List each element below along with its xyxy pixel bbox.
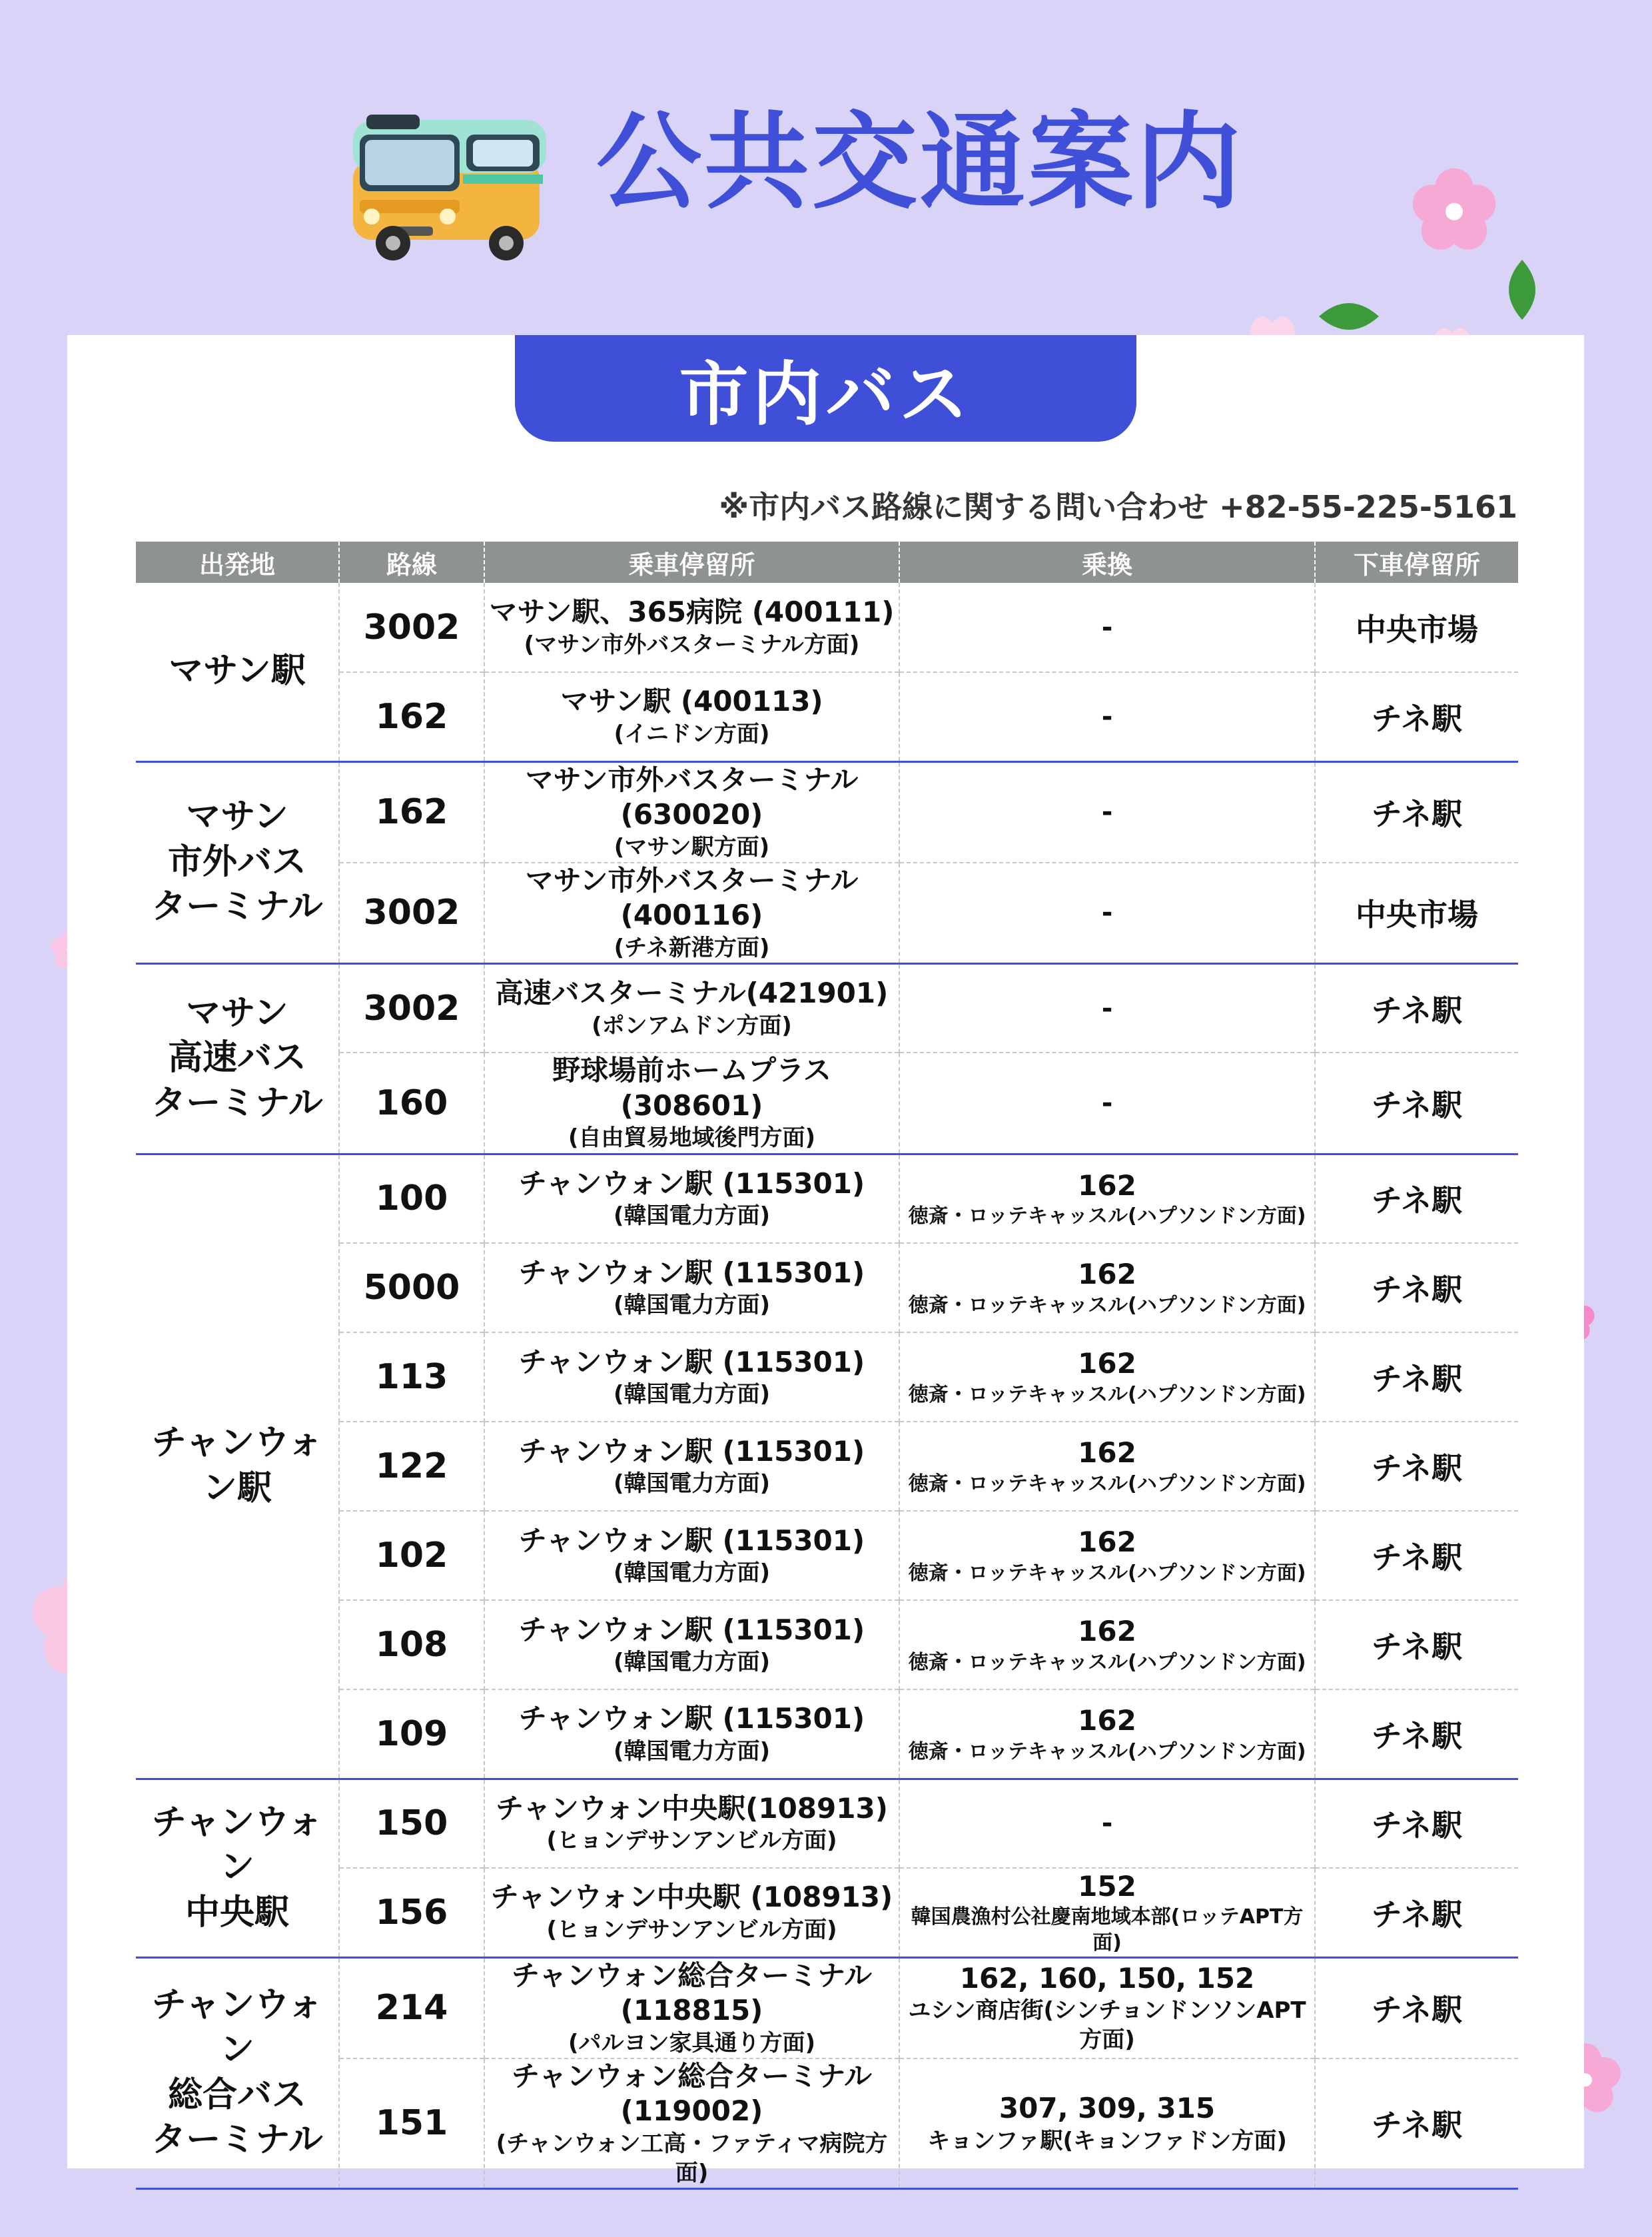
boarding-stop-cell [484, 1243, 899, 1332]
col-header-transfer: 乗換 [899, 542, 1315, 583]
route-number: 122 [339, 1422, 484, 1511]
transfer-none: - [1101, 993, 1113, 1024]
boarding-stop-cell [484, 963, 899, 1053]
transfer-cell [899, 1868, 1315, 1957]
boarding-stop-direction: (マサン市外バスターミナル方面) [524, 631, 860, 658]
transfer-stop: 徳斎・ロッテキャッスル(ハプソンドン方面) [908, 1472, 1306, 1496]
route-number: 113 [339, 1332, 484, 1422]
transfer-cell [899, 1689, 1315, 1779]
alighting-stop: チネ駅 [1315, 1332, 1518, 1422]
origin-cell: チャンウォン駅 [136, 1154, 339, 1779]
table-row [136, 1243, 1518, 1332]
routes-table [136, 542, 1518, 2190]
route-number: 3002 [339, 583, 484, 672]
boarding-stop-name: チャンウォン総合ターミナル (119002) [512, 2059, 872, 2128]
route-number: 100 [339, 1154, 484, 1243]
boarding-stop-cell [484, 1053, 899, 1154]
transfer-none: - [1101, 897, 1113, 929]
transfer-routes: 162 [1078, 1168, 1136, 1202]
alighting-stop: チネ駅 [1315, 1422, 1518, 1511]
boarding-stop-name: 高速バスターミナル(421901) [495, 977, 889, 1010]
bus-icon [346, 100, 573, 266]
boarding-stop-cell [484, 583, 899, 672]
boarding-stop-direction: (ポンアムドン方面) [592, 1012, 792, 1039]
col-header-boarding-stop: 乗車停留所 [484, 542, 899, 583]
alighting-stop: 中央市場 [1356, 611, 1478, 648]
boarding-stop-name: チャンウォン駅 (115301) [518, 1613, 865, 1646]
boarding-stop-direction: (韓国電力方面) [613, 1649, 771, 1676]
transfer-routes: 162 [1078, 1347, 1136, 1380]
boarding-stop-direction: (イニドン方面) [614, 720, 770, 747]
boarding-stop-cell [484, 1600, 899, 1689]
transfer-none: - [1101, 701, 1113, 732]
route-number: 162 [339, 672, 484, 761]
boarding-stop-name: 野球場前ホームプラス(308601) [552, 1054, 831, 1122]
boarding-stop-direction: (自由貿易地域後門方面) [568, 1124, 816, 1152]
alighting-stop: チネ駅 [1315, 1689, 1518, 1779]
flower-icon [1411, 167, 1497, 253]
transfer-routes: 162 [1078, 1526, 1136, 1559]
boarding-stop-name: チャンウォン駅 (115301) [518, 1166, 865, 1200]
transfer-routes: 307, 309, 315 [999, 2092, 1216, 2125]
alighting-stop: チネ駅 [1315, 1154, 1518, 1243]
route-number: 160 [339, 1053, 484, 1154]
boarding-stop-name: チャンウォン総合ターミナル (118815) [512, 1959, 872, 2027]
alighting-stop: チネ駅 [1315, 2058, 1518, 2189]
table-row [136, 761, 1518, 863]
route-number: 162 [339, 761, 484, 863]
alighting-stop: チネ駅 [1315, 761, 1518, 863]
transfer-none: - [1101, 612, 1113, 643]
table-row [136, 2058, 1518, 2189]
route-number: 5000 [339, 1243, 484, 1332]
boarding-stop-name: マサン駅 (400113) [560, 685, 823, 718]
boarding-stop-name: マサン市外バスターミナル (400116) [525, 863, 859, 932]
transfer-cell [899, 2058, 1315, 2189]
boarding-stop-direction: (韓国電力方面) [613, 1381, 771, 1408]
transfer-routes: 162 [1078, 1704, 1136, 1737]
transfer-stop: キョンファ駅(キョンファドン方面) [927, 2127, 1287, 2154]
table-row [136, 1422, 1518, 1511]
transfer-cell [899, 1957, 1315, 2058]
transfer-cell [899, 1600, 1315, 1689]
route-number: 3002 [339, 863, 484, 964]
boarding-stop-direction: (パルヨン家具通り方面) [568, 2029, 816, 2056]
boarding-stop-direction: (ヒョンデサンアンビル方面) [546, 1827, 837, 1855]
boarding-stop-name: チャンウォン中央駅 (108913) [490, 1881, 893, 1914]
origin-cell: チャンウォン 中央駅 [136, 1779, 339, 1957]
leaf-icon [1502, 256, 1542, 323]
boarding-stop-cell [484, 1779, 899, 1868]
table-row [136, 583, 1518, 672]
transfer-cell [899, 1511, 1315, 1600]
boarding-stop-direction: (チネ新港方面) [614, 934, 770, 961]
table-row [136, 672, 1518, 761]
transfer-none: - [1101, 1087, 1113, 1118]
alighting-stop: チネ駅 [1315, 1868, 1518, 1957]
route-number: 151 [339, 2058, 484, 2189]
transfer-cell [899, 672, 1315, 761]
alighting-stop: チネ駅 [1315, 1243, 1518, 1332]
boarding-stop-direction: (チャンウォン工高・ファティマ病院方面) [496, 2130, 888, 2186]
boarding-stop-name: チャンウォン駅 (115301) [518, 1256, 865, 1289]
alighting-stop: チネ駅 [1315, 1957, 1518, 2058]
boarding-stop-cell [484, 1868, 899, 1957]
origin-cell: マサン 市外バス ターミナル [136, 761, 339, 963]
table-row [136, 1779, 1518, 1868]
origin-cell: マサン駅 [136, 583, 339, 761]
boarding-stop-direction: (韓国電力方面) [613, 1202, 771, 1230]
transfer-routes: 162 [1078, 1615, 1136, 1648]
content-card [67, 335, 1584, 2186]
route-number: 214 [339, 1957, 484, 2058]
transfer-cell [899, 761, 1315, 863]
transfer-cell [899, 1243, 1315, 1332]
boarding-stop-cell [484, 1689, 899, 1779]
boarding-stop-cell [484, 1332, 899, 1422]
boarding-stop-cell [484, 1957, 899, 2058]
boarding-stop-name: マサン駅、365病院 (400111) [489, 596, 895, 629]
transfer-routes: 162, 160, 150, 152 [959, 1961, 1255, 1995]
boarding-stop-name: チャンウォン駅 (115301) [518, 1702, 865, 1735]
route-number: 102 [339, 1511, 484, 1600]
routes-body [136, 583, 1518, 2189]
contact-note: ※市内バス路線に関する問い合わせ +82-55-225-5161 [719, 489, 1517, 525]
route-number: 108 [339, 1600, 484, 1689]
transfer-cell [899, 1422, 1315, 1511]
leaf-icon [1316, 296, 1382, 336]
transfer-stop: 徳斎・ロッテキャッスル(ハプソンドン方面) [908, 1382, 1306, 1406]
table-row [136, 1511, 1518, 1600]
boarding-stop-cell [484, 672, 899, 761]
transfer-stop: 徳斎・ロッテキャッスル(ハプソンドン方面) [908, 1204, 1306, 1228]
table-row [136, 1957, 1518, 2058]
table-row [136, 1053, 1518, 1154]
transfer-cell [899, 583, 1315, 672]
transfer-routes: 162 [1078, 1436, 1136, 1470]
transfer-cell [899, 1154, 1315, 1243]
boarding-stop-direction: (韓国電力方面) [613, 1292, 771, 1319]
transfer-cell [899, 863, 1315, 964]
transfer-routes: 152 [1078, 1869, 1136, 1903]
transfer-stop: 徳斎・ロッテキャッスル(ハプソンドン方面) [908, 1293, 1306, 1317]
boarding-stop-name: チャンウォン駅 (115301) [518, 1434, 865, 1468]
alighting-stop: チネ駅 [1315, 672, 1518, 761]
route-number: 109 [339, 1689, 484, 1779]
boarding-stop-cell [484, 761, 899, 863]
boarding-stop-direction: (韓国電力方面) [613, 1470, 771, 1498]
boarding-stop-cell [484, 1422, 899, 1511]
boarding-stop-name: マサン市外バスターミナル (630020) [525, 763, 859, 831]
boarding-stop-cell [484, 2058, 899, 2189]
transfer-none: - [1101, 1808, 1113, 1839]
header [0, 0, 1652, 333]
transfer-routes: 162 [1078, 1258, 1136, 1291]
boarding-stop-direction: (韓国電力方面) [613, 1560, 771, 1587]
boarding-stop-direction: (ヒョンデサンアンビル方面) [546, 1916, 837, 1943]
origin-cell: マサン 高速バス ターミナル [136, 963, 339, 1154]
origin-cell: チャンウォン 総合バス ターミナル [136, 1957, 339, 2189]
alighting-stop: チネ駅 [1315, 1511, 1518, 1600]
col-header-origin: 出発地 [136, 542, 339, 583]
boarding-stop-cell [484, 1154, 899, 1243]
transfer-stop: ユシン商店街(シンチョンドンソンAPT方面) [908, 1997, 1306, 2054]
transfer-stop: 韓国農漁村公社慶南地域本部(ロッテAPT方面) [911, 1905, 1304, 1955]
transfer-stop: 徳斎・ロッテキャッスル(ハプソンドン方面) [908, 1739, 1306, 1763]
table-row [136, 1332, 1518, 1422]
table-row [136, 1689, 1518, 1779]
section-tab: 市内バス [515, 335, 1136, 442]
route-number: 150 [339, 1779, 484, 1868]
table-row [136, 1868, 1518, 1957]
alighting-stop: チネ駅 [1315, 1600, 1518, 1689]
boarding-stop-direction: (マサン駅方面) [614, 833, 770, 861]
table-row [136, 863, 1518, 964]
alighting-stop: チネ駅 [1315, 1779, 1518, 1868]
col-header-route: 路線 [339, 542, 484, 583]
boarding-stop-cell [484, 863, 899, 964]
table-header-row [136, 542, 1518, 583]
boarding-stop-cell [484, 1511, 899, 1600]
route-number: 156 [339, 1868, 484, 1957]
table-row [136, 963, 1518, 1053]
transfer-stop: 徳斎・ロッテキャッスル(ハプソンドン方面) [908, 1650, 1306, 1674]
table-row [136, 1154, 1518, 1243]
boarding-stop-direction: (韓国電力方面) [613, 1737, 771, 1765]
transfer-stop: 徳斎・ロッテキャッスル(ハプソンドン方面) [908, 1561, 1306, 1585]
transfer-cell [899, 963, 1315, 1053]
transfer-cell [899, 1779, 1315, 1868]
boarding-stop-name: チャンウォン駅 (115301) [518, 1524, 865, 1557]
route-number: 3002 [339, 963, 484, 1053]
alighting-stop: チネ駅 [1315, 1053, 1518, 1154]
alighting-stop: 中央市場 [1315, 863, 1518, 964]
boarding-stop-name: チャンウォン中央駅(108913) [496, 1791, 888, 1825]
alighting-stop: チネ駅 [1315, 963, 1518, 1053]
col-header-alighting-stop: 下車停留所 [1315, 542, 1518, 583]
transfer-none: - [1101, 797, 1113, 828]
page-title: 公共交通案内 [596, 101, 1244, 224]
table-row [136, 1600, 1518, 1689]
transfer-cell [899, 1332, 1315, 1422]
transfer-cell [899, 1053, 1315, 1154]
boarding-stop-name: チャンウォン駅 (115301) [518, 1345, 865, 1378]
